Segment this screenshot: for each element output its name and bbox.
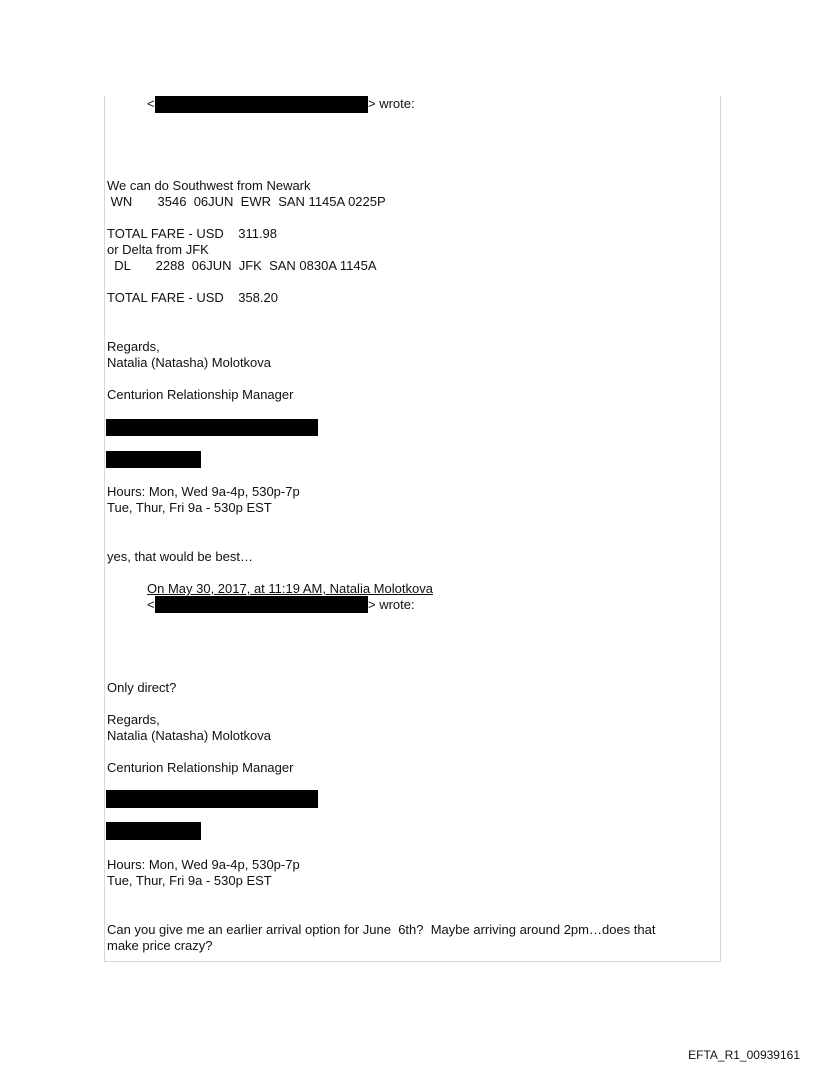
sender-name: Natalia (Natasha) Molotkova <box>107 355 272 370</box>
message-3-text: Only direct? <box>107 680 177 695</box>
quote-header: On May 30, 2017, at 11:19 AM, Natalia Molotkova <box>147 581 433 596</box>
redacted-contact-1 <box>106 419 318 436</box>
regards: Regards, <box>107 339 160 354</box>
redacted-contact-2 <box>106 451 201 468</box>
hours-line-2: Tue, Thur, Fri 9a - 530p EST <box>107 500 272 515</box>
quote-wrote: > wrote: <box>368 96 415 111</box>
quote-wrote: > wrote: <box>368 597 415 612</box>
hours-line-2: Tue, Thur, Fri 9a - 530p EST <box>107 873 272 888</box>
alt-intro: or Delta from JFK <box>107 242 209 257</box>
message-1-intro: We can do Southwest from Newark <box>107 178 311 193</box>
message-4-line-1: Can you give me an earlier arrival option for June 6th? Maybe arriving around 2pm…does that <box>107 922 656 937</box>
sender-name: Natalia (Natasha) Molotkova <box>107 728 272 743</box>
redacted-email <box>155 96 368 113</box>
hours-line-1: Hours: Mon, Wed 9a-4p, 530p-7p <box>107 857 300 872</box>
message-4-line-2: make price crazy? <box>107 938 213 953</box>
flight-option-2: DL 2288 06JUN JFK SAN 0830A 1145A <box>107 258 377 273</box>
quote-lt: < <box>147 597 155 612</box>
document-id: EFTA_R1_00939161 <box>688 1048 800 1062</box>
regards: Regards, <box>107 712 160 727</box>
redacted-email <box>155 596 368 613</box>
sender-title: Centurion Relationship Manager <box>107 387 294 402</box>
redacted-contact-4 <box>106 822 201 840</box>
flight-option-1: WN 3546 06JUN EWR SAN 1145A 0225P <box>107 194 386 209</box>
quote-lt: < <box>147 96 155 111</box>
hours-line-1: Hours: Mon, Wed 9a-4p, 530p-7p <box>107 484 300 499</box>
fare-option-1: TOTAL FARE - USD 311.98 <box>107 226 278 241</box>
reply-text: yes, that would be best… <box>107 549 253 564</box>
fare-option-2: TOTAL FARE - USD 358.20 <box>107 290 278 305</box>
redacted-contact-3 <box>106 790 318 808</box>
sender-title: Centurion Relationship Manager <box>107 760 294 775</box>
